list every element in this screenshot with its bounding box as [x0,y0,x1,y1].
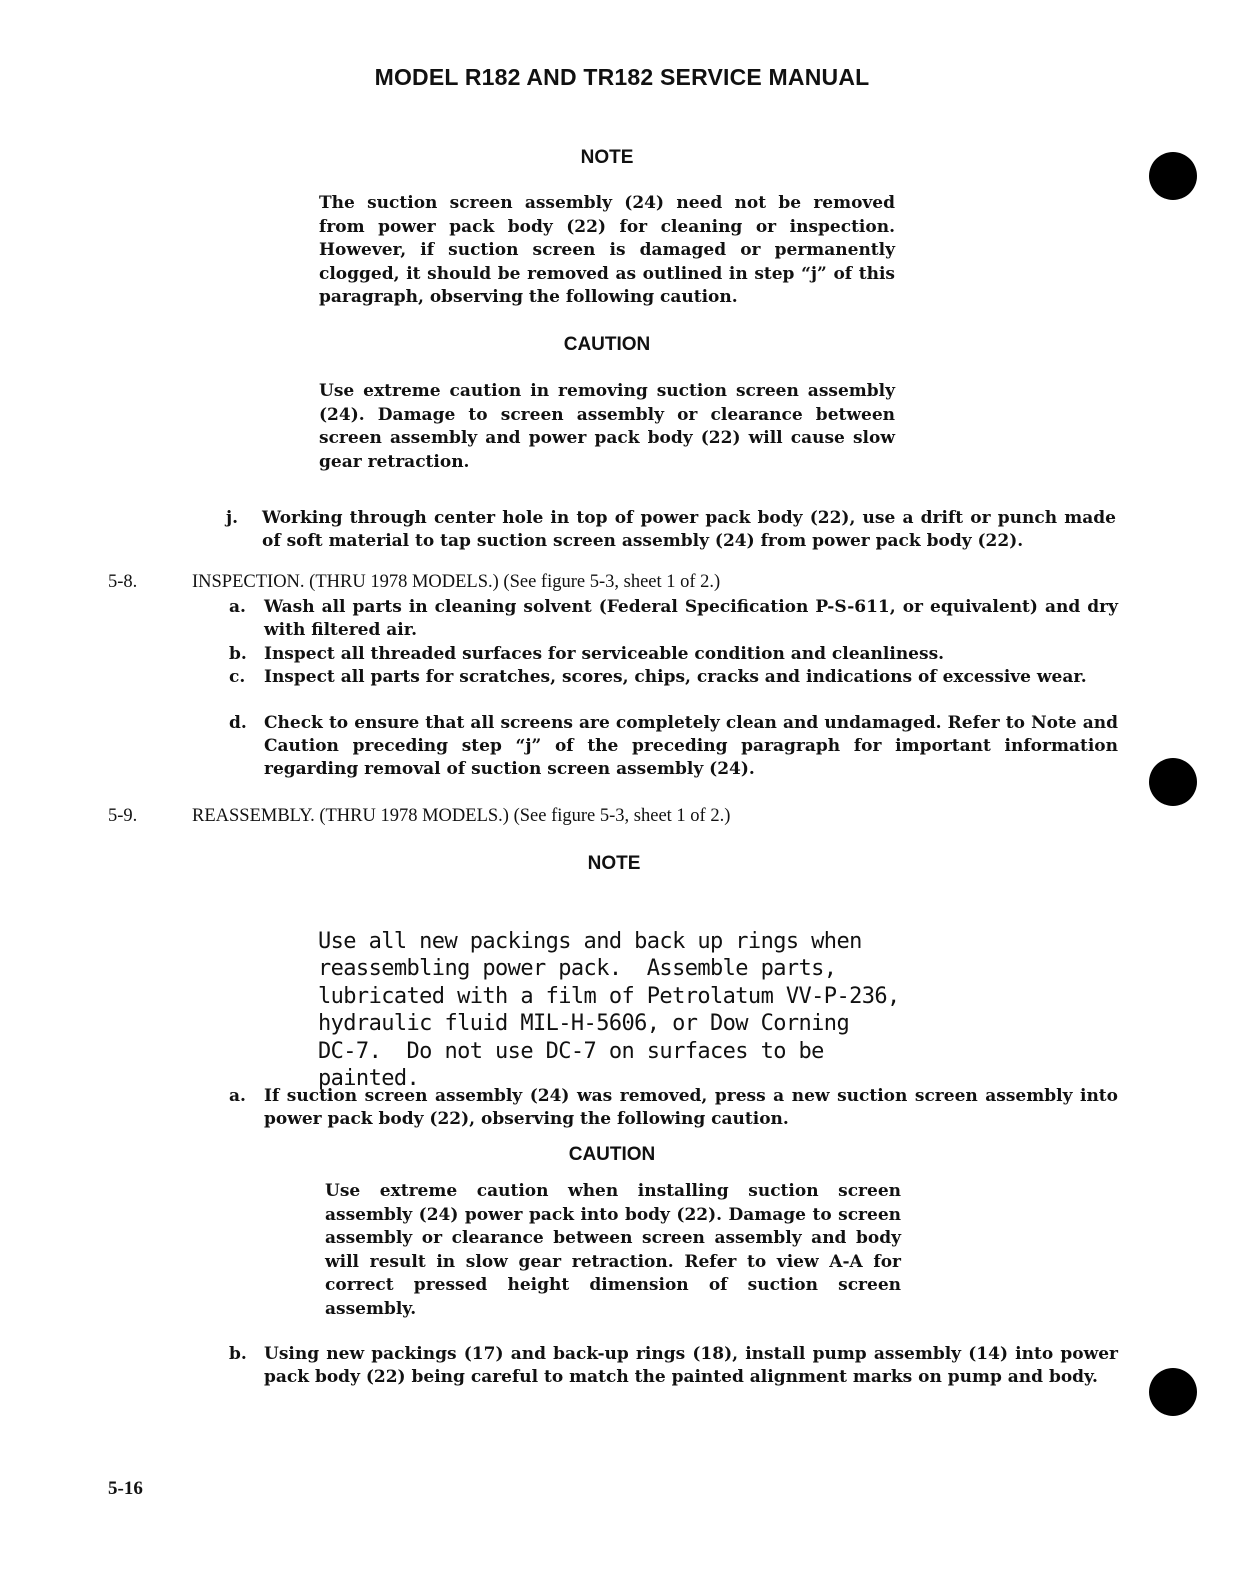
item-marker: c. [229,667,246,687]
item-text: Inspect all parts for scratches, scores, chips, cracks and indications of excessive wear. [264,667,1087,687]
item-marker: b. [229,644,247,664]
reassembly-step-b [229,1343,1118,1389]
page-header-title: MODEL R182 AND TR182 SERVICE MANUAL [374,64,870,90]
inspection-item-d [229,712,1118,782]
note-line: lubricated with a film of Petrolatum VV-P-236, [318,983,900,1009]
step-b-text: Using new packings (17) and back-up rings (18), install pump assembly (14) into power pack body (22) being careful to match the painted alignment marks on pump and body. [264,1344,1118,1388]
caution-text: Use extreme caution in removing suction screen assembly (24). Damage to screen assembly or clearance between screen assembly and power pack body (22) will cause slow gear retraction. [319,381,895,472]
inspection-item-a [229,596,1118,642]
step-a-marker: a. [229,1086,246,1106]
item-marker: a. [229,597,246,617]
item-text: Check to ensure that all screens are completely clean and undamaged. Refer to Note and Caution preceding step “j” of the preceding paragraph for important information regarding removal of suction screen assembly (24). [264,713,1118,780]
caution-text-2: Use extreme caution when installing suction screen assembly (24) power pack into body (22). Damage to screen assembly or clearance between screen assembly and body will result in slow gear retraction. Refer to view A-A for correct pressed height dimension of suction screen assembly. [325,1181,901,1319]
note-label: NOTE [580,147,634,168]
step-j-text: Working through center hole in top of power pack body (22), use a drift or punch made of soft material to tap suction screen assembly (24) from power pack body (22). [262,508,1116,552]
binder-hole-middle [1149,758,1197,806]
section-5-8-number: 5-8. [108,572,138,592]
step-a-text: If suction screen assembly (24) was removed, press a new suction screen assembly into power pack body (22), observing the following caution. [264,1086,1118,1130]
item-marker: d. [229,713,247,733]
page-number: 5-16 [108,1478,143,1499]
note-text: The suction screen assembly (24) need not be removed from power pack body (22) for cleaning or inspection. However, if suction screen is damaged or permanently clogged, it should be removed as outlined in step “j” of this paragraph, observing the following caution. [319,193,895,307]
section-5-8-title: INSPECTION. (THRU 1978 MODELS.) (See figure 5-3, sheet 1 of 2.) [192,572,721,592]
note-line: reassembling power pack. Assemble parts, [318,956,837,981]
binder-hole-bottom [1149,1368,1197,1416]
section-5-9-title: REASSEMBLY. (THRU 1978 MODELS.) (See figure 5-3, sheet 1 of 2.) [192,806,731,826]
caution-label: CAUTION [563,334,651,355]
step-b-marker: b. [229,1344,247,1364]
caution-label-2: CAUTION [568,1144,656,1165]
step-j-marker: j. [226,508,239,528]
note-label-2: NOTE [587,853,641,874]
note-line: painted. [318,1066,420,1091]
item-text: Wash all parts in cleaning solvent (Federal Specification P-S-611, or equivalent) and dry with filtered air. [264,597,1118,641]
reassembly-step-a [229,1085,1118,1131]
inspection-item-c [229,666,1118,689]
section-5-9-number: 5-9. [108,806,138,826]
inspection-item-b [229,643,1118,666]
step-j [226,507,1116,553]
note-line: DC-7. Do not use DC-7 on surfaces to be [318,1038,824,1064]
note-line: hydraulic fluid MIL-H-5606, or Dow Corning [318,1011,850,1036]
item-text: Inspect all threaded surfaces for serviceable condition and cleanliness. [264,644,945,664]
note-line: Use all new packings and back up rings when [318,928,862,954]
